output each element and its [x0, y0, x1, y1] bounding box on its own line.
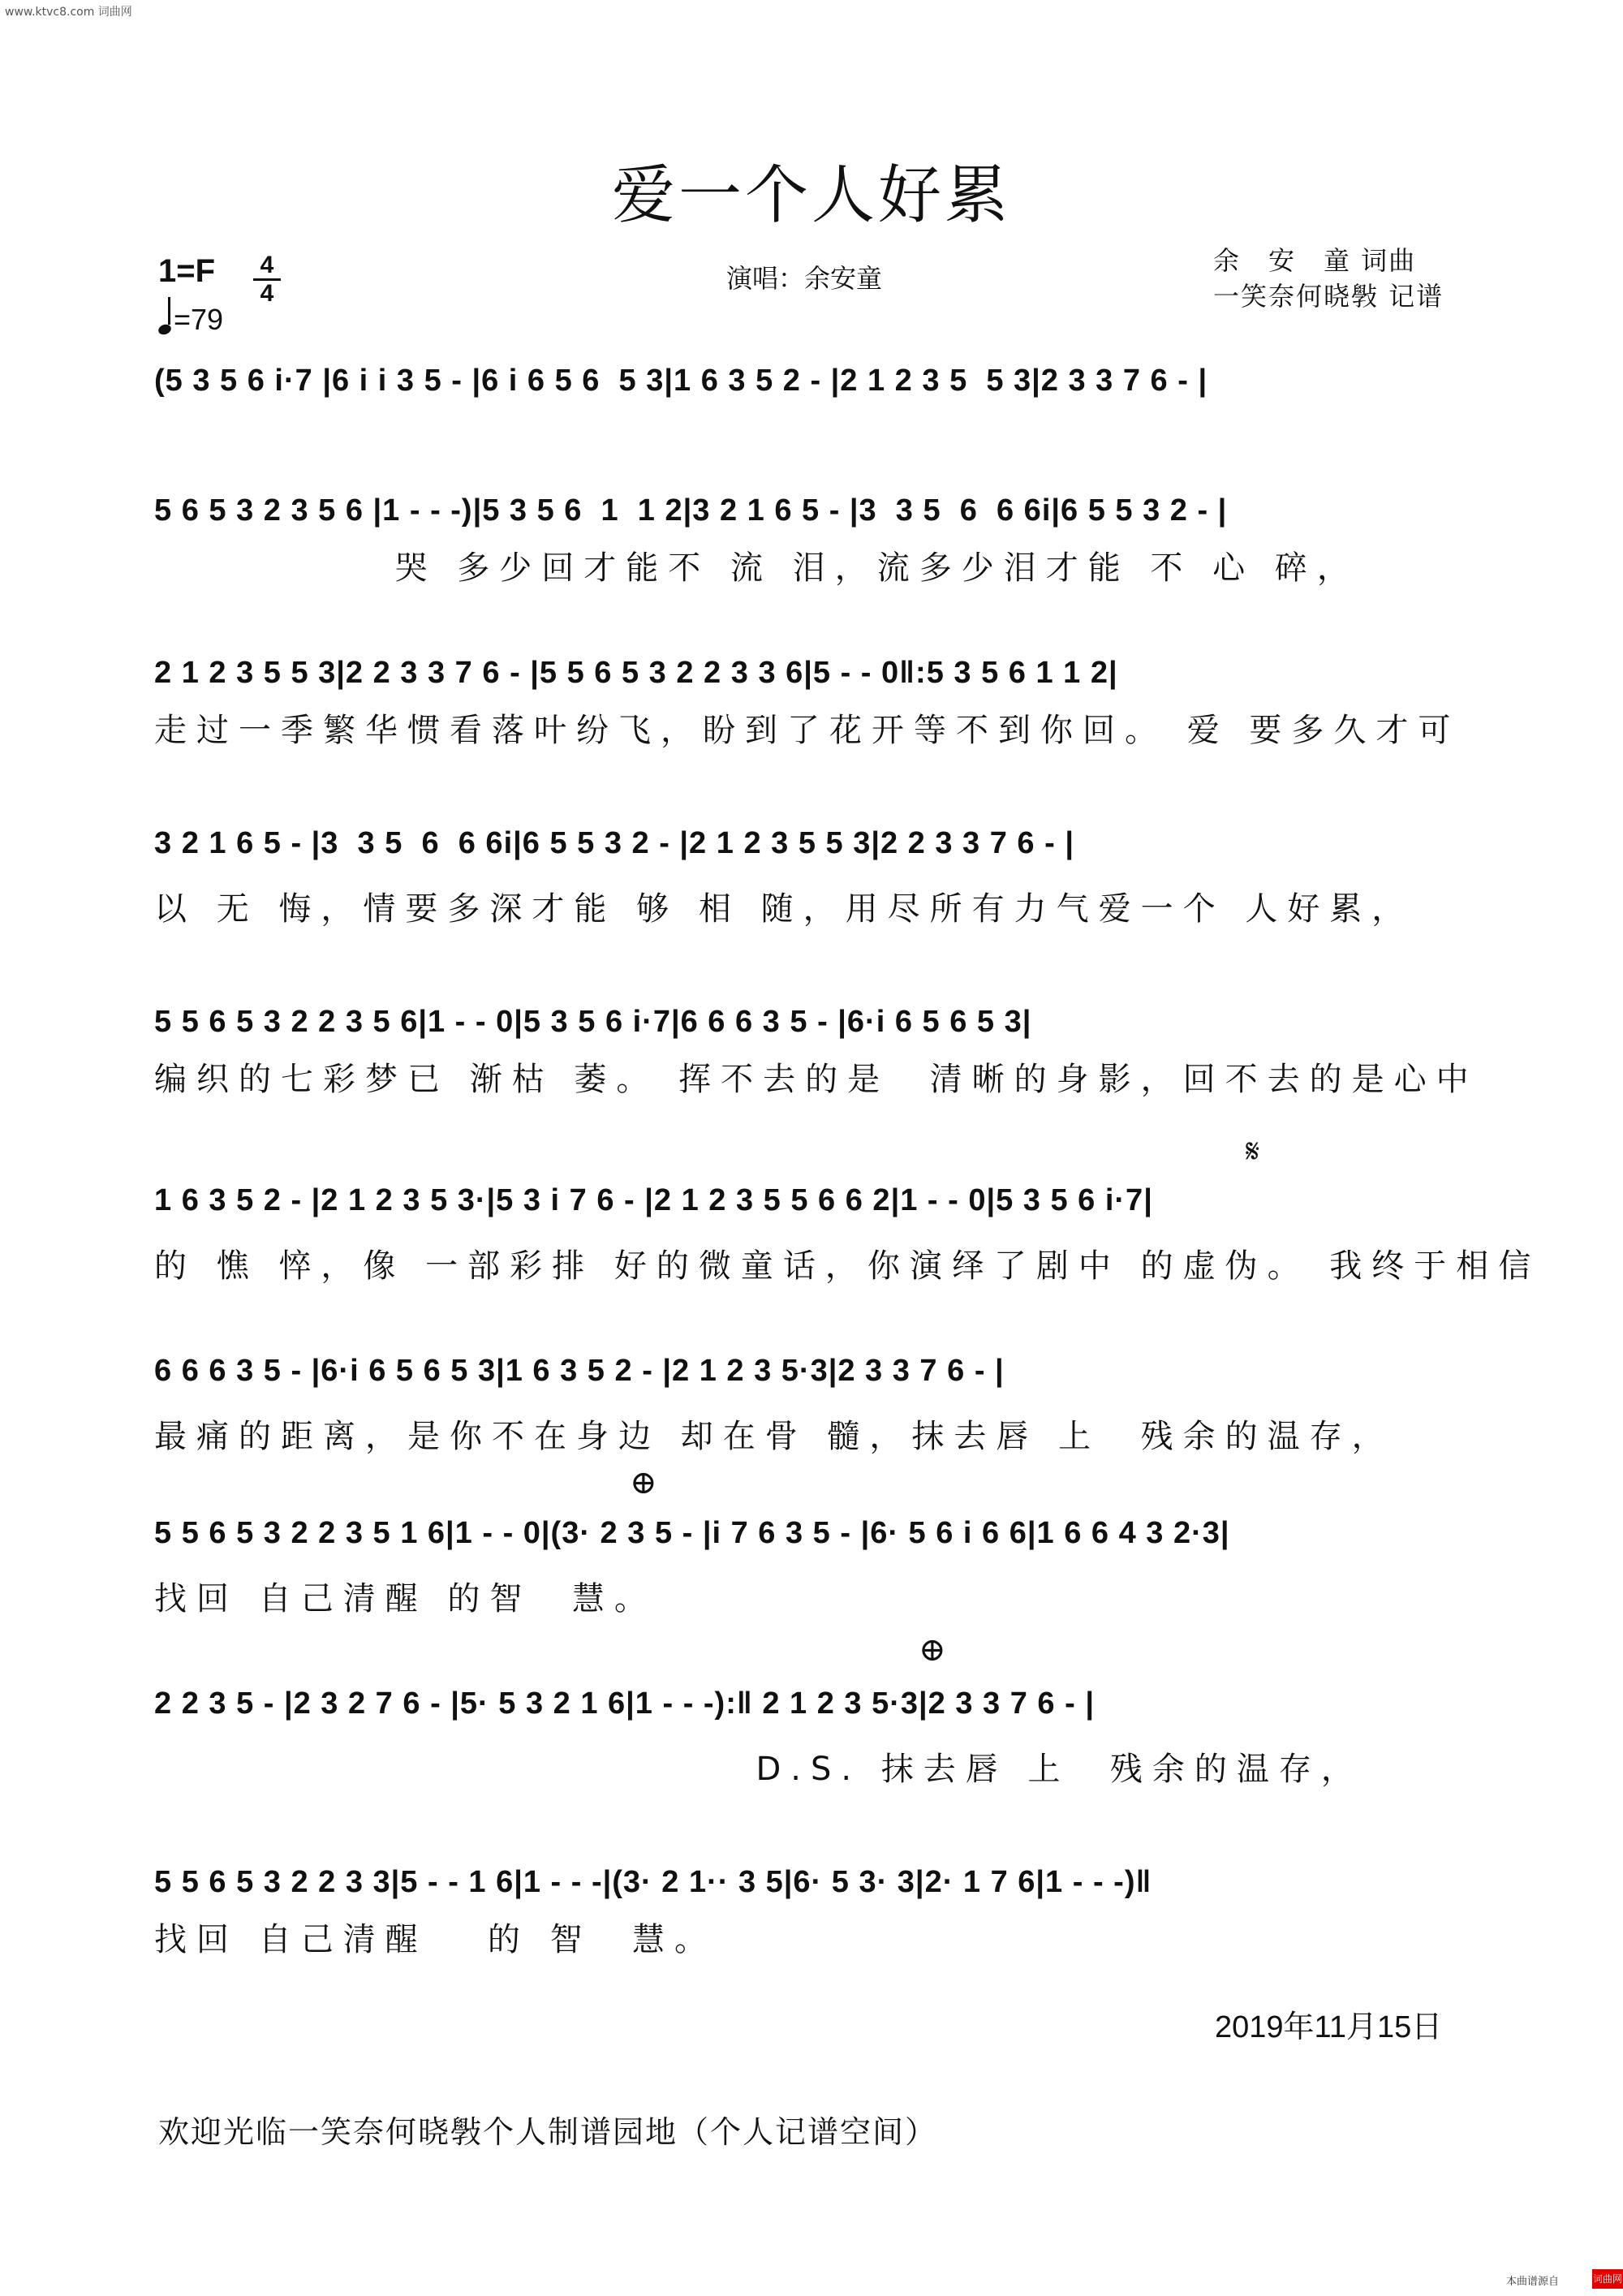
time-numerator: 4 [260, 252, 274, 278]
score-notes-line: 3 2 1 6 5 - |3 3 5 6 6 6i|6 5 5 3 2 - |2 1 2 3 5 5 3|2 2 3 3 7 6 - | [154, 826, 1074, 860]
lyrics-line: 编织的七彩梦已 渐枯 萎。 挥不去的是 清晰的身影，回不去的是心中 [154, 1061, 1479, 1098]
score-notes-line: 1 6 3 5 2 - |2 1 2 3 5 3·|5 3 i 7 6 - |2 1 2 3 5 5 6 6 2|1 - - 0|5 3 5 6 i·7| [154, 1183, 1153, 1217]
source-note: 本曲谱源自 [1506, 2276, 1560, 2288]
time-signature [253, 253, 281, 306]
score-notes-line: 2 1 2 3 5 5 3|2 2 3 3 7 6 - |5 5 6 5 3 2 2 3 3 6|5 - - 0‖:5 3 5 6 1 1 2| [154, 656, 1118, 690]
lyrics-line: 最痛的距离，是你不在身边 却在骨 髓，抹去唇 上 残余的温存， [154, 1418, 1394, 1455]
song-title: 爱一个人好累 [611, 159, 1011, 232]
lyrics-line: D.S. 抹去唇 上 残余的温存， [154, 1751, 1363, 1788]
score-notes-line: 5 6 5 3 2 3 5 6 |1 - - -)|5 3 5 6 1 1 2|3 2 1 6 5 - |3 3 5 6 6 6i|6 5 5 3 2 - | [154, 493, 1228, 528]
transcription-date: 2019年11月15日 [1215, 2010, 1443, 2044]
site-watermark: www.ktvc8.com 词曲网 [5, 6, 132, 19]
lyrics-line: 哭 多少回才能不 流 泪，流多少泪才能 不 心 碎， [154, 549, 1359, 587]
score-notes-line: 6 6 6 3 5 - |6·i 6 5 6 5 3|1 6 3 5 2 - |2 1 2 3 5·3|2 3 3 7 6 - | [154, 1354, 1005, 1388]
key-signature: 1=F [158, 253, 216, 289]
singer-credit: 演唱：余安童 [726, 263, 883, 294]
lyrics-line: 找回 自己清醒 的 智 慧。 [154, 1921, 717, 1958]
time-denominator: 4 [260, 280, 274, 307]
note-stem [168, 297, 170, 325]
lyrics-line: 以 无 悔，情要多深才能 够 相 随，用尽所有力气爱一个 人好累， [154, 890, 1414, 928]
score-notes-line: 5 5 6 5 3 2 2 3 3|5 - - 1 6|1 - - -|(3· 2 1·· 3 5|6· 5 3· 3|2· 1 7 6|1 - - -)‖ [154, 1865, 1152, 1899]
tempo-value: =79 [174, 303, 224, 336]
segno-sign: 𝄋 [1246, 1133, 1260, 1170]
quarter-note-icon [157, 323, 172, 337]
footer-welcome: 欢迎光临一笑奈何晓斅个人制谱园地（个人记谱空间） [158, 2114, 938, 2150]
lyrics-line: 走过一季繁华惯看落叶纷飞，盼到了花开等不到你回。 爱 要多久才可 [154, 712, 1461, 749]
lyrics-line: 的 憔 悴，像 一部彩排 好的微童话，你演绎了剧中 的虚伪。 我终于相信 [154, 1247, 1541, 1285]
coda-sign: ⊕ [630, 1464, 657, 1501]
lyrics-music-credit: 余 安 童 词曲 [1213, 245, 1417, 276]
site-logo[interactable]: 词曲网 [1592, 2269, 1623, 2289]
score-notes-line: (5 3 5 6 i·7 |6 i i 3 5 - |6 i 6 5 6 5 3|1 6 3 5 2 - |2 1 2 3 5 5 3|2 3 3 7 6 - | [154, 364, 1208, 398]
tempo-marking [158, 302, 223, 337]
transcriber-credit: 一笑奈何晓斅 记谱 [1213, 281, 1444, 312]
coda-sign: ⊕ [919, 1631, 946, 1669]
score-notes-line: 2 2 3 5 - |2 3 2 7 6 - |5· 5 3 2 1 6|1 - - -):‖ 2 1 2 3 5·3|2 3 3 7 6 - | [154, 1686, 1095, 1721]
score-notes-line: 5 5 6 5 3 2 2 3 5 6|1 - - 0|5 3 5 6 i·7|6 6 6 3 5 - |6·i 6 5 6 5 3| [154, 1005, 1032, 1039]
lyrics-line: 找回 自己清醒 的智 慧。 [154, 1580, 657, 1618]
score-notes-line: 5 5 6 5 3 2 2 3 5 1 6|1 - - 0|(3· 2 3 5 - |i 7 6 3 5 - |6· 5 6 i 6 6|1 6 6 4 3 2·3| [154, 1516, 1230, 1550]
